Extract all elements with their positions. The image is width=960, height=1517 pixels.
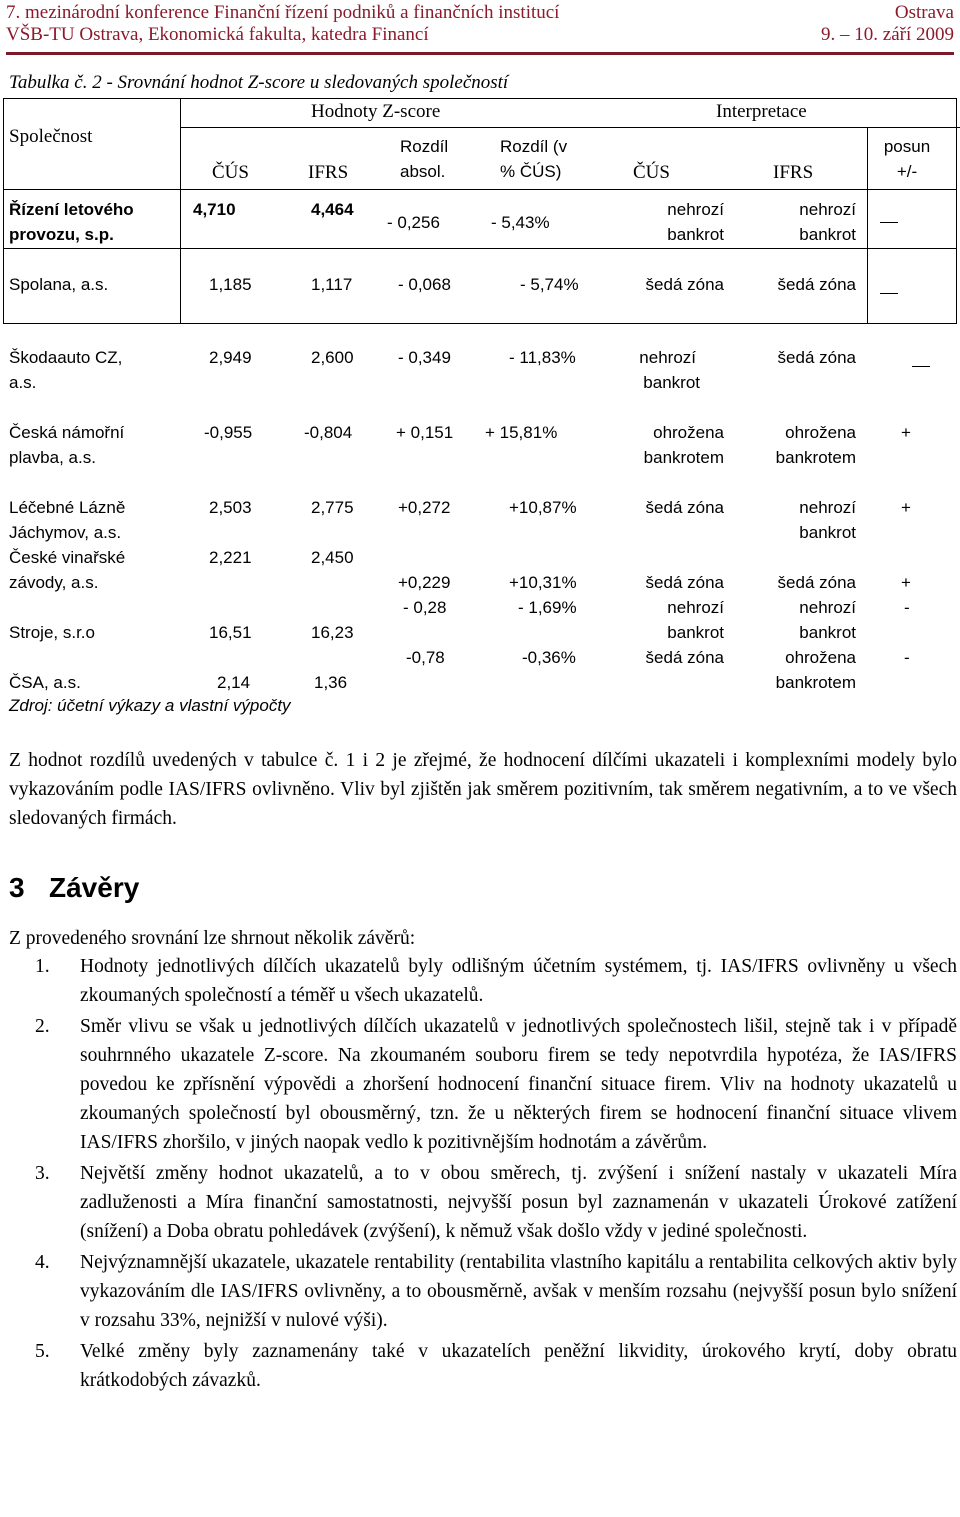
list-item-number: 2.	[35, 1016, 50, 1037]
row-3-ifrs: 2,600	[311, 348, 354, 367]
row-1-company-line1: Řízení letového	[9, 200, 134, 219]
list-item	[9, 952, 957, 1010]
row-5-diff-abs: +0,272	[398, 498, 451, 517]
company-column-rule	[180, 98, 181, 324]
row-5-diff-pct: +10,87%	[509, 498, 577, 517]
header-diff-pct-line1: Rozdíl (v	[500, 137, 568, 156]
row-8-ifrs: 1,36	[314, 673, 348, 692]
row-8-shift: -	[904, 648, 910, 667]
header-shift-line1: posun	[883, 137, 931, 156]
section-number: 3	[9, 872, 25, 903]
header-ifrs: IFRS	[308, 162, 349, 183]
row-3-company-line2: a.s.	[9, 373, 37, 392]
row-7-interp-ifrs-line2: bankrot	[799, 623, 856, 642]
row-1-company-line2: provozu, s.p.	[9, 225, 114, 244]
row-4-interp-ifrs-line2: bankrotem	[775, 448, 856, 467]
row-2-interp-ifrs: šedá zóna	[777, 275, 856, 294]
conference-city: Ostrava	[894, 2, 954, 23]
row-6-diff-pct: +10,31%	[509, 573, 577, 592]
list-item-number: 4.	[35, 1252, 50, 1273]
row-6-ifrs: 2,450	[311, 548, 354, 567]
conference-organizer: VŠB-TU Ostrava, Ekonomická fakulta, katedra Financí	[6, 24, 429, 45]
row-4-shift: +	[901, 423, 911, 442]
list-item-text: Směr vlivu se však u jednotlivých dílčích ukazatelů v jednotlivých společnostech lišil, stejně tak i v případě souhrnného ukazatele Z-score. Na zkoumaném souboru firem se tedy nepotvrdila hypotéza, že IAS/IFRS povedou ke zpřísnění výpovědi a zhoršení hodnocení finanční situace firem. Vliv na hodnoty ukazatelů u zkoumaných společností byl obousměrný, tzn. že u některých firem se hodnocení finanční situace vlivem IAS/IFRS zhoršilo, v jiných naopak vedlo k pozitivnějším hodnotám a závěrům.	[80, 1016, 957, 1153]
header-interpretation-group: Interpretace	[716, 101, 807, 122]
header-diff-pct-line2: % ČÚS)	[500, 162, 562, 181]
row-3-diff-pct: - 11,83%	[509, 348, 576, 367]
row-5-shift: +	[901, 498, 911, 517]
row-8-interp-ifrs-line2: bankrotem	[775, 673, 856, 692]
row-4-cus: -0,955	[204, 423, 253, 442]
row-4-interp-ifrs-line1: ohrožena	[785, 423, 856, 442]
header-interp-cus: ČÚS	[633, 162, 670, 183]
header-interp-ifrs: IFRS	[773, 162, 814, 183]
header-bottom-rule	[3, 189, 957, 190]
header-zscore-group: Hodnoty Z-score	[311, 101, 441, 122]
header-cus: ČÚS	[212, 162, 249, 183]
row-2-cus: 1,185	[209, 275, 252, 294]
row-5-company-line1: Léčebné Lázně	[9, 498, 126, 517]
row-1-diff-abs: - 0,256	[387, 213, 440, 232]
row-6-interp-ifrs: šedá zóna	[777, 573, 856, 592]
row-5-interp-cus: šedá zóna	[645, 498, 724, 517]
conference-date: 9. – 10. září 2009	[821, 24, 954, 45]
list-item-number: 1.	[35, 956, 50, 977]
row-5-interp-ifrs-line1: nehrozí	[799, 498, 856, 517]
row-3-cus: 2,949	[209, 348, 252, 367]
list-item-text: Hodnoty jednotlivých dílčích ukazatelů byly odlišným účetním systémem, tj. IAS/IFRS ovlivněny u všech zkoumaných společností a téměř u všech ukazatelů.	[80, 956, 957, 1006]
row-8-interp-ifrs-line1: ohrožena	[785, 648, 856, 667]
row-1-cus: 4,710	[193, 200, 236, 219]
row-4-ifrs: -0,804	[304, 423, 353, 442]
row-8-diff-abs: -0,78	[406, 648, 445, 667]
row-7-company: Stroje, s.r.o	[9, 623, 95, 642]
row-4-interp-cus-line2: bankrotem	[643, 448, 724, 467]
row-7-shift: -	[904, 598, 910, 617]
row-6-cus: 2,221	[209, 548, 252, 567]
conclusions-intro: Z provedeného srovnání lze shrnout několik závěrů:	[9, 928, 416, 949]
row-2-shift-none	[880, 293, 898, 294]
row-2-interp-cus: šedá zóna	[645, 275, 724, 294]
row-5-interp-ifrs-line2: bankrot	[799, 523, 856, 542]
row-7-diff-abs: - 0,28	[403, 598, 447, 617]
row-2-ifrs: 1,117	[311, 275, 353, 294]
list-item	[9, 1159, 957, 1246]
row-3-diff-abs: - 0,349	[398, 348, 451, 367]
header-group-rule	[180, 127, 960, 128]
summary-paragraph: Z hodnot rozdílů uvedených v tabulce č. 1 i 2 je zřejmé, že hodnocení dílčími ukazateli i komplexními modely bylo vykazováním podle IAS/IFRS ovlivněno. Vliv byl zjištěn jak směrem pozitivním, tak směrem negativním, a to ve všech sledovaných firmách.	[9, 750, 957, 829]
row-4-interp-cus-line1: ohrožena	[653, 423, 724, 442]
row-3-interp-cus-line2: bankrot	[643, 373, 700, 392]
row-7-interp-cus-line2: bankrot	[667, 623, 724, 642]
section-title: Závěry	[49, 872, 140, 903]
list-item-text: Největší změny hodnot ukazatelů, a to v obou směrech, tj. zvýšení i snížení nastaly v ukazateli Míra zadluženosti a Míra finanční samostatnosti, nejvyšší posun byl zaznamenán v ukazateli Úrokové zatížení (snížení) a Doba obratu pohledávek (zvýšení), k němuž však došlo vždy v jediné společnosti.	[80, 1163, 957, 1242]
row-7-cus: 16,51	[209, 623, 252, 642]
row-6-company-line1: České vinařské	[9, 548, 126, 567]
row-7-interp-ifrs-line1: nehrozí	[799, 598, 856, 617]
row-1-interp-cus-line2: bankrot	[667, 225, 724, 244]
row-3-company-line1: Škodaauto CZ,	[9, 348, 123, 367]
row-5-cus: 2,503	[209, 498, 252, 517]
row-5-company-line2: Jáchymov, a.s.	[9, 523, 122, 542]
row-1-diff-pct: - 5,43%	[491, 213, 550, 232]
row-1-interp-cus-line1: nehrozí	[667, 200, 724, 219]
shift-column-rule	[867, 127, 868, 324]
row-rule	[3, 248, 957, 249]
row-7-ifrs: 16,23	[311, 623, 354, 642]
row-1-interp-ifrs-line1: nehrozí	[799, 200, 856, 219]
table-caption: Tabulka č. 2 - Srovnání hodnot Z-score u sledovaných společností	[9, 72, 509, 93]
row-2-diff-pct: - 5,74%	[520, 275, 579, 294]
list-item	[9, 1248, 957, 1335]
header-diff-abs-line2: absol.	[400, 162, 446, 181]
row-8-interp-cus: šedá zóna	[645, 648, 724, 667]
row-4-diff-pct: + 15,81%	[485, 423, 558, 442]
row-6-diff-abs: +0,229	[398, 573, 451, 592]
row-8-company: ČSA, a.s.	[9, 673, 81, 692]
conference-title: 7. mezinárodní konference Finanční řízení podniků a finančních institucí	[6, 2, 560, 23]
row-4-diff-abs: + 0,151	[396, 423, 454, 442]
row-8-diff-pct: -0,36%	[522, 648, 576, 667]
section-heading	[9, 872, 139, 904]
row-2-diff-abs: - 0,068	[398, 275, 451, 294]
list-item-number: 3.	[35, 1163, 50, 1184]
row-5-ifrs: 2,775	[311, 498, 354, 517]
header-shift-line2: +/-	[896, 162, 918, 181]
conclusions-list	[9, 952, 957, 1397]
row-3-interp-ifrs: šedá zóna	[777, 348, 856, 367]
row-8-cus: 2,14	[217, 673, 251, 692]
row-6-shift: +	[901, 573, 911, 592]
list-item-text: Nejvýznamnější ukazatele, ukazatele rentability (rentabilita vlastního kapitálu a rentabilita celkových aktiv byly vykazováním dle IAS/IFRS ovlivněny, a to obousměrně, avšak v menším rozsahu (nejvyšší posun bylo snížení v rozsahu 33%, nejnižší v nulové výši).	[80, 1252, 957, 1331]
row-1-shift-none	[880, 222, 898, 223]
row-4-company-line1: Česká námořní	[9, 423, 125, 442]
row-6-company-line2: závody, a.s.	[9, 573, 99, 592]
row-3-interp-cus-line1: nehrozí	[639, 348, 696, 367]
list-item	[9, 1337, 957, 1395]
row-6-interp-cus: šedá zóna	[645, 573, 724, 592]
list-item	[9, 1012, 957, 1157]
row-7-interp-cus-line1: nehrozí	[667, 598, 724, 617]
row-1-interp-ifrs-line2: bankrot	[799, 225, 856, 244]
list-item-text: Velké změny byly zaznamenány také v ukazatelích peněžní likvidity, úrokového krytí, doby obratu krátkodobých závazků.	[80, 1341, 957, 1391]
row-3-shift-none	[912, 366, 930, 367]
table-source-note: Zdroj: účetní výkazy a vlastní výpočty	[9, 696, 291, 715]
zscore-table	[0, 0, 960, 740]
row-1-ifrs: 4,464	[311, 200, 354, 219]
row-7-diff-pct: - 1,69%	[518, 598, 577, 617]
header-company: Společnost	[9, 126, 93, 147]
row-4-company-line2: plavba, a.s.	[9, 448, 96, 467]
header-diff-abs-line1: Rozdíl	[400, 137, 449, 156]
list-item-number: 5.	[35, 1341, 50, 1362]
row-2-company: Spolana, a.s.	[9, 275, 109, 294]
